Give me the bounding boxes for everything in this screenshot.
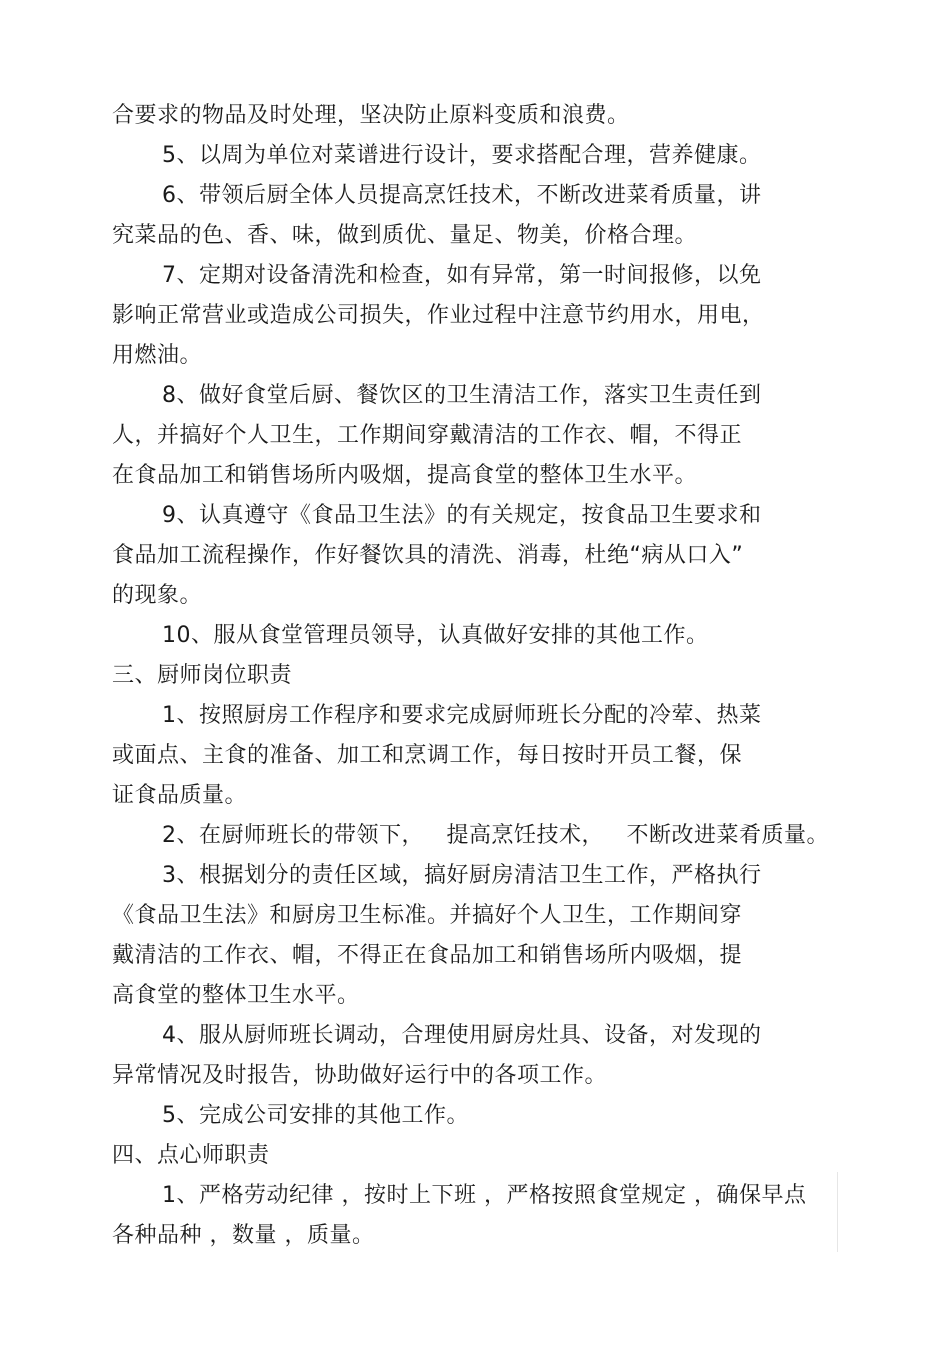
text-line: 合要求的物品及时处理，坚决防止原料变质和浪费。 [112, 103, 630, 128]
text-line: 各种品种 ，数量 ，质量。 [112, 1223, 375, 1248]
text-line: 1、按照厨房工作程序和要求完成厨师班长分配的冷荤、热菜 [162, 703, 762, 728]
text-line: 《食品卫生法》和厨房卫生标准。并搞好个人卫生，工作期间穿 [112, 903, 743, 928]
text-line: 2、在厨师班长的带领下， 提高烹饪技术， 不断改进菜肴质量。 [162, 823, 829, 848]
text-line: 用燃油。 [112, 343, 203, 368]
section-heading: 四、点心师职责 [112, 1143, 270, 1168]
text-line: 究菜品的色、香、味，做到质优、量足、物美，价格合理。 [112, 223, 698, 248]
text-line: 7、定期对设备清洗和检查，如有异常，第一时间报修，以免 [162, 263, 762, 288]
text-line: 8、做好食堂后厨、餐饮区的卫生清洁工作，落实卫生责任到 [162, 383, 762, 408]
text-line: 5、以周为单位对菜谱进行设计，要求搭配合理，营养健康。 [162, 143, 762, 168]
section-heading: 三、厨师岗位职责 [112, 663, 293, 688]
text-line: 人，并搞好个人卫生，工作期间穿戴清洁的工作衣、帽，不得正 [112, 423, 743, 448]
text-line: 5、完成公司安排的其他工作。 [162, 1103, 469, 1128]
text-line: 高食堂的整体卫生水平。 [112, 983, 360, 1008]
text-line: 戴清洁的工作衣、帽，不得正在食品加工和销售场所内吸烟，提 [112, 943, 743, 968]
text-line: 3、根据划分的责任区域，搞好厨房清洁卫生工作，严格执行 [162, 863, 762, 888]
text-line: 影响正常营业或造成公司损失，作业过程中注意节约用水，用电， [112, 303, 765, 328]
text-line: 证食品质量。 [112, 783, 248, 808]
divider [837, 1172, 838, 1252]
text-line: 或面点、主食的准备、加工和烹调工作，每日按时开员工餐，保 [112, 743, 743, 768]
text-line: 9、认真遵守《食品卫生法》的有关规定，按食品卫生要求和 [162, 503, 762, 528]
text-line: 异常情况及时报告，协助做好运行中的各项工作。 [112, 1063, 608, 1088]
text-line: 6、带领后厨全体人员提高烹饪技术，不断改进菜肴质量，讲 [162, 183, 762, 208]
text-line: 10、服从食堂管理员领导，认真做好安排的其他工作。 [162, 623, 709, 648]
text-line: 的现象。 [112, 583, 203, 608]
text-line: 4、服从厨师班长调动，合理使用厨房灶具、设备，对发现的 [162, 1023, 762, 1048]
text-line: 1、严格劳动纪律 ，按时上下班 ，严格按照食堂规定 ，确保早点 [162, 1183, 807, 1208]
text-line: 食品加工流程操作，作好餐饮具的清洗、消毒，杜绝“病从口入” [112, 543, 744, 568]
text-line: 在食品加工和销售场所内吸烟，提高食堂的整体卫生水平。 [112, 463, 698, 488]
